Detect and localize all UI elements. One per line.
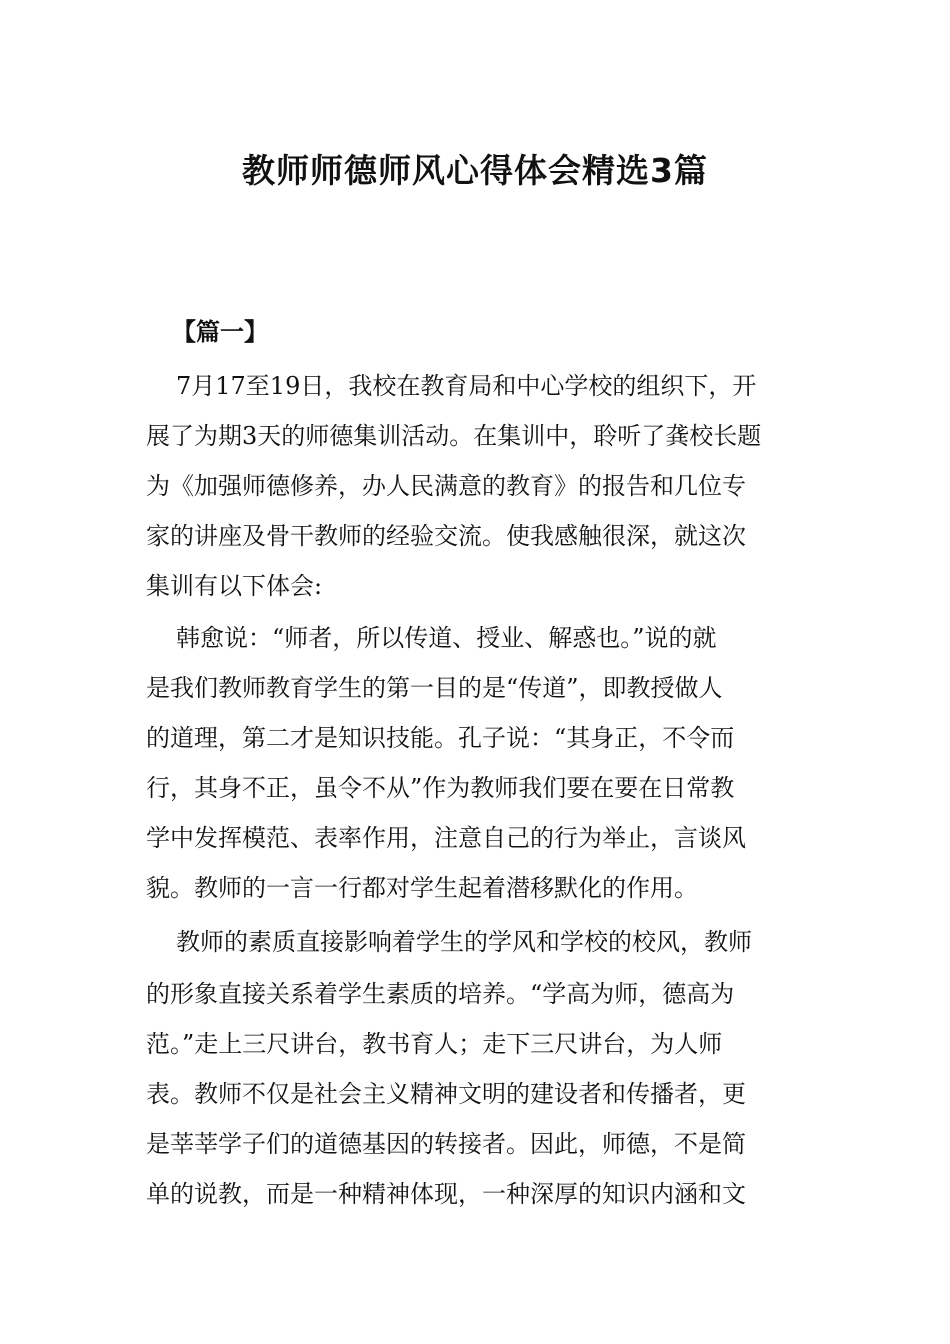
section-heading: 【篇一】 xyxy=(172,318,268,346)
paragraph-1-line-2: 展了为期3天的师德集训活动。在集训中，聆听了龚校长题 xyxy=(146,422,762,450)
paragraph-1-line-1: 7月17至19日，我校在教育局和中心学校的组织下，开 xyxy=(176,372,757,400)
paragraph-2-line-3: 的道理，第二才是知识技能。孔子说：“其身正，不令而 xyxy=(146,724,735,752)
paragraph-3-line-4: 表。教师不仅是社会主义精神文明的建设者和传播者，更 xyxy=(146,1080,746,1108)
paragraph-2-line-4: 行，其身不正，虽令不从”作为教师我们要在要在日常教 xyxy=(146,774,735,802)
paragraph-2-line-5: 学中发挥模范、表率作用，注意自己的行为举止，言谈风 xyxy=(146,824,746,852)
paragraph-2-line-2: 是我们教师教育学生的第一目的是“传道”，即教授做人 xyxy=(146,674,723,702)
paragraph-2-line-1: 韩愈说：“师者，所以传道、授业、解惑也。”说的就 xyxy=(176,624,717,652)
paragraph-3-line-5: 是莘莘学子们的道德基因的转接者。因此，师德，不是简 xyxy=(146,1130,746,1158)
paragraph-3-line-1: 教师的素质直接影响着学生的学风和学校的校风，教师 xyxy=(176,928,752,956)
paragraph-1-line-4: 家的讲座及骨干教师的经验交流。使我感触很深，就这次 xyxy=(146,522,746,550)
paragraph-1-line-3: 为《加强师德修养，办人民满意的教育》的报告和几位专 xyxy=(146,472,746,500)
paragraph-1-line-5: 集训有以下体会: xyxy=(146,572,323,600)
paragraph-3-line-2: 的形象直接关系着学生素质的培养。“学高为师，德高为 xyxy=(146,980,735,1008)
paragraph-2-line-6: 貌。教师的一言一行都对学生起着潜移默化的作用。 xyxy=(146,874,698,902)
paragraph-3-line-6: 单的说教，而是一种精神体现，一种深厚的知识内涵和文 xyxy=(146,1180,746,1208)
document-title: 教师师德师风心得体会精选3篇 xyxy=(242,151,708,190)
paragraph-3-line-3: 范。”走上三尺讲台，教书育人；走下三尺讲台，为人师 xyxy=(146,1030,723,1058)
